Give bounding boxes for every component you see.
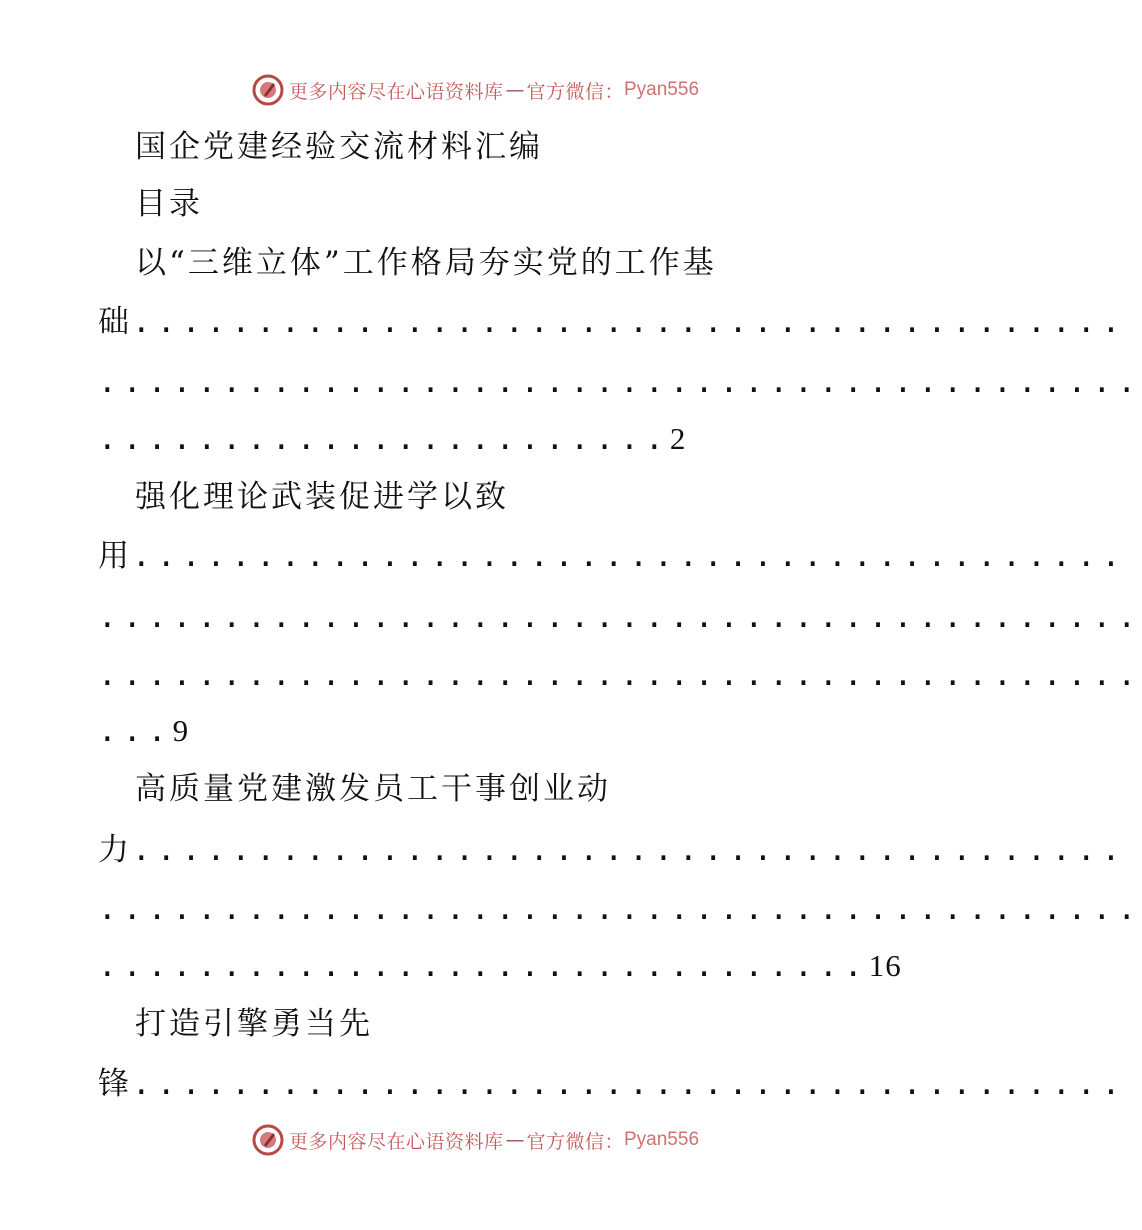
toc-entry-1-line-2 — [98, 357, 1142, 407]
toc-entry-2-line-2 — [98, 592, 1142, 642]
toc-entry-1-wrap-char: 础 — [98, 304, 132, 340]
watermark-text: 更多内容尽在心语资料库 — [288, 1130, 504, 1153]
toc-entry-3-page-number: 16 — [868, 948, 902, 983]
toc-leader-dots: ............................... — [98, 948, 869, 984]
toc-leader-dots: ........................................ — [132, 538, 1127, 574]
toc-entry-1-line-3 — [98, 414, 843, 464]
watermark-suffix: 官方微信： — [526, 80, 624, 103]
toc-leader-dots: ....................... — [98, 421, 670, 457]
toc-entry-1-title: 以“三维立体”工作格局夯实党的工作基 — [135, 245, 717, 281]
toc-leader-dots: ... — [98, 713, 173, 749]
toc-entry-3-line-2 — [98, 884, 1142, 934]
toc-entry-2-wrap-char: 用 — [98, 538, 132, 574]
watermark-separator: — — [505, 1129, 525, 1151]
toc-leader-dots: ........................................ — [132, 832, 1127, 868]
pen-nib-circle-icon — [251, 1123, 285, 1157]
footer-watermark — [0, 1120, 950, 1160]
toc-entry-1-page-number: 2 — [669, 421, 687, 456]
toc-entry-3-title: 高质量党建激发员工干事创业动 — [135, 771, 611, 807]
toc-heading: 目录 — [135, 186, 203, 222]
toc-leader-dots: .......................................... — [98, 891, 1142, 927]
toc-leader-dots: ........................................ — [132, 1066, 1127, 1102]
watermark-wechat-id: Pyan556 — [624, 79, 700, 100]
toc-entry-2-line-3 — [98, 650, 1142, 700]
toc-entry-4-wrap-char: 锋 — [98, 1066, 132, 1102]
document-title: 国企党建经验交流材料汇编 — [135, 129, 543, 165]
toc-entry-2-title: 强化理论武装促进学以致 — [135, 479, 509, 515]
toc-leader-dots: ........................................ — [132, 304, 1127, 340]
toc-entry-2-line-4 — [98, 706, 843, 756]
toc-leader-dots: .......................................... — [98, 657, 1142, 693]
toc-leader-dots: .......................................... — [98, 364, 1142, 400]
toc-entry-2-page-number: 9 — [172, 713, 190, 748]
toc-entry-2-line-1 — [98, 531, 1127, 581]
toc-leader-dots: .......................................... — [98, 599, 1142, 635]
watermark-text: 更多内容尽在心语资料库 — [288, 80, 504, 103]
toc-entry-4-title: 打造引擎勇当先 — [135, 1006, 373, 1042]
watermark-suffix: 官方微信： — [526, 1130, 624, 1153]
header-watermark — [0, 70, 950, 110]
toc-entry-4-line-1 — [98, 1059, 1127, 1109]
watermark-separator: — — [505, 79, 525, 101]
toc-entry-1-line-1 — [98, 297, 1127, 347]
toc-entry-3-line-3 — [98, 941, 902, 991]
toc-entry-3-line-1 — [98, 825, 1127, 875]
toc-entry-3-wrap-char: 力 — [98, 832, 132, 868]
watermark-wechat-id: Pyan556 — [624, 1129, 700, 1150]
pen-nib-circle-icon — [251, 73, 285, 107]
